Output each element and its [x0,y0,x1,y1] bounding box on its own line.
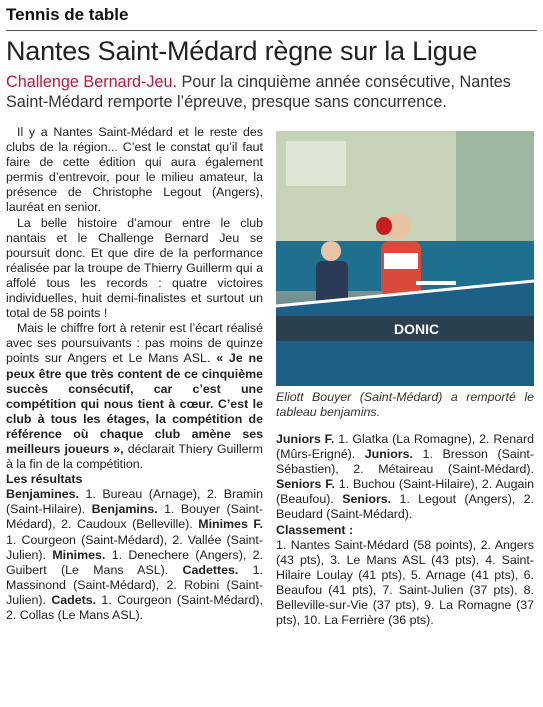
photo-credit: Quentin Lajeunesse [532,431,542,507]
ranking-text: 1. Nantes Saint-Médard (58 points), 2. Angers (43 pts), 3. Le Mans ASL (43 pts), 4. Saint-Hilaire Loulay (41 pts), 5. Arnage (41 pts), 6. Beaufou (41 pts), 7. Saint-Julien (37 pts), 8. Belleville-sur-Vie (37 pts), 9. La Romagne (37 pts), 10. La Ferrière (36 pts). [276,537,534,628]
result-text: 1. Legout (Angers), 2. Beudard (Saint-Médard). [276,492,534,522]
results-list-part1 [6,487,263,623]
body-paragraph-3 [6,321,263,472]
result-text: 1. Glatka (La Romagne), 2. Renard (Mûrs-Erigné). [276,432,534,462]
result-text: 1. Bureau (Arnage), 2. Bramin (Saint-Hilaire). [6,487,263,517]
result-category: Juniors. [364,447,413,462]
result-text: 1. Massinond (Saint-Médard), 2. Robini (Saint-Julien). [6,562,263,607]
photo-illustration [276,131,534,386]
p3-intro: Mais le chiffre fort à retenir est l’écart réalisé avec ses poursuivants : pas moins de quinze points sur Angers et Le Mans ASL. [6,321,263,366]
result-category: Cadettes. [182,562,239,577]
quote: « Je ne peux être que très content de ce cinquième succès consécutif, car c’est une compétition qui nous tient à cœur. C’est le club à tous les étages, la compétition de référence où chaque club amène ses meilleurs joueurs », [6,351,263,456]
body-paragraph-1: Il y a Nantes Saint-Médard et le reste des clubs de la région... C’est le constat qu’il faut faire de cette édition qui aura également permis d’entrevoir, pour le milieu amateur, la présence de Christophe Legout (Angers), lauréat en senior. [6,125,263,215]
table-brand: DONIC [394,321,440,337]
p3-end: déclarait Thiery Guillerm à la fin de la compétition. [6,441,263,472]
photo-caption: Eliott Bouyer (Saint-Médard) a remporté le tableau benjamins. [276,390,534,419]
chapo-text: Pour la cinquième année consécutive, Nantes Saint-Médard remporte l’épreuve, presque sans concurrence. [6,73,511,111]
result-text: 1. Bouyer (Saint-Médard), 2. Caudoux (Belleville). [6,502,263,532]
header-rule [6,30,537,31]
chapo-kicker: Challenge Bernard-Jeu. [6,73,177,91]
result-text: 1. Denechere (Angers), 2. Guibert (Le Mans ASL). [6,547,263,577]
rubric: Tennis de table [6,5,129,24]
body-column-right [276,432,534,628]
result-category: Benjamines. [6,487,79,502]
body-column-left [6,125,263,623]
result-category: Minimes F. [198,517,264,532]
chapo [6,72,538,112]
ranking-title: Classement : [276,522,354,537]
result-category: Benjamins. [91,502,158,517]
headline: Nantes Saint-Médard règne sur la Ligue [6,36,478,66]
results-list-part2 [276,432,534,523]
result-category: Seniors F. [276,477,335,492]
result-category: Cadets. [51,592,97,607]
results-title: Les résultats [6,472,83,487]
result-category: Juniors F. [276,432,335,446]
result-text: 1. Buchou (Saint-Hilaire), 2. Augain (Beaufou). [276,477,535,507]
result-category: Minimes. [52,547,106,562]
body-paragraph-2: La belle histoire d’amour entre le club nantais et le Challenge Bernard Jeu se poursuit donc. Et que dire de la performance réalisée par la troupe de Thierry Guillerm qui a affolé tous les records : quatre victoires individuelles, huit demi-finalistes et surtout un total de 58 points ! [6,215,263,321]
result-text: 1. Bresson (Saint-Sébastien), 2. Métaireau (Saint-Médard). [276,447,534,477]
result-text: 1. Courgeon (Saint-Médard), 2. Collas (Le Mans ASL). [6,592,263,622]
result-text: 1. Courgeon (Saint-Médard), 2. Vallée (Saint-Julien). [6,532,263,562]
result-category: Seniors. [342,492,392,507]
